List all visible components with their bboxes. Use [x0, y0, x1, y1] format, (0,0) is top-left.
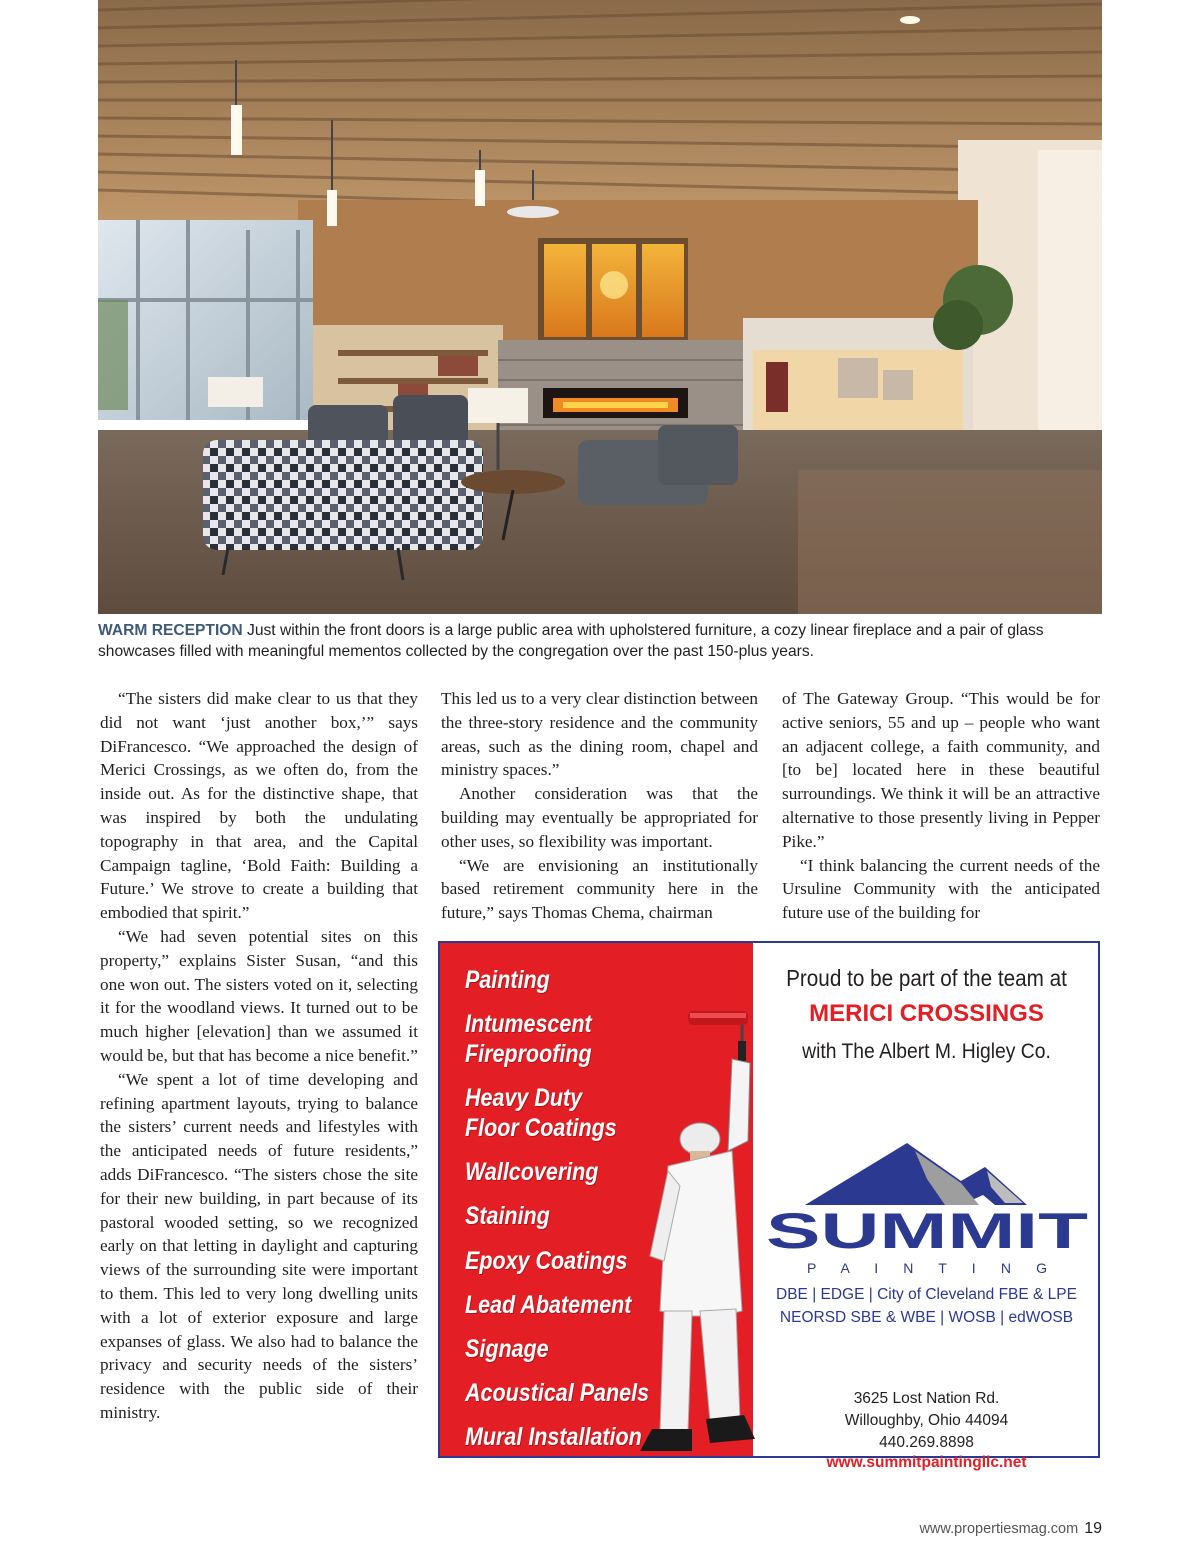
- address-city: Willoughby, Ohio 44094: [844, 1412, 1009, 1429]
- summit-logo: [765, 1143, 1090, 1278]
- reception-photo: [98, 0, 1102, 614]
- service-item: Fireproofing: [465, 1040, 592, 1068]
- website-link[interactable]: www.summitpaintingllc.net: [826, 1454, 1027, 1471]
- article-column-3: [782, 687, 1100, 925]
- service-item: Acoustical Panels: [465, 1379, 650, 1407]
- certifications-line-1: DBE | EDGE | City of Cleveland FBE & LPE: [776, 1286, 1077, 1303]
- service-item: Heavy Duty: [465, 1084, 583, 1112]
- paragraph: This led us to a very clear distinction between the three-story residence and the community areas, such as the dining room, chapel and ministry spaces.”: [441, 689, 758, 780]
- paragraph: of The Gateway Group. “This would be for active seniors, 55 and up – people who want an adjacent college, a faith community, and [to be] located here in these beautiful surroundings. We think it will be an attractive alternative to those presently living in Pepper Pike.”: [782, 689, 1100, 851]
- service-item: Wallcovering: [465, 1158, 599, 1186]
- ad-info-panel: [755, 943, 1098, 1471]
- paragraph: “I think balancing the current needs of the Ursuline Community with the anticipated future use of the building for: [782, 855, 1100, 923]
- service-item: Mural Installation: [465, 1423, 642, 1451]
- service-item: Staining: [465, 1202, 550, 1230]
- page-footer: [919, 1520, 1102, 1538]
- summit-painting-ad: [438, 941, 1100, 1471]
- services-panel: [440, 943, 753, 1456]
- service-item: Intumescent: [465, 1010, 592, 1038]
- service-item: Lead Abatement: [465, 1291, 632, 1319]
- ad-partner: with The Albert M. Higley Co.: [802, 1040, 1051, 1063]
- footer-site: www.propertiesmag.com: [919, 1521, 1079, 1537]
- address-street: 3625 Lost Nation Rd.: [853, 1390, 1000, 1407]
- paragraph: “We spent a lot of time developing and refining apartment layouts, trying to balance the sisters’ current needs and lifestyles with the anticipated needs of future residents,” adds DiFrancesco. “The sisters chose the site for their new building, in part because of its pastoral wooded setting, so we recognized early on that letting in daylight and capturing views of the surrounding site were important to them. This led to very long dwelling units with a lot of exterior exposure and large expanses of glass. We also had to balance the privacy and security needs of the sisters’ residence with the public side of their ministry.: [100, 1069, 418, 1422]
- photo-caption: [98, 620, 1102, 662]
- article-column-1: [100, 687, 418, 1425]
- logo-subtitle: P A I N T I N G: [807, 1260, 1047, 1276]
- service-item: Signage: [465, 1335, 549, 1363]
- service-item: Epoxy Coatings: [465, 1247, 628, 1275]
- paragraph: “The sisters did make clear to us that they did not want ‘just another box,’” says DiFrancesco. “We approached the design of Merici Crossings, as we often do, from the inside out. As for the distinctive shape, that was inspired by both the undulating topography in that area, and the Capital Campaign tagline, ‘Bold Faith: Building a Future.’ We strove to create a building that embodied that spirit.”: [100, 689, 418, 923]
- paragraph: Another consideration was that the building may eventually be appropriated for other uses, so flexibility was important.: [441, 784, 758, 851]
- caption-lead: WARM RECEPTION: [98, 622, 243, 639]
- certifications-line-2: NEORSD SBE & WBE | WOSB | edWOSB: [779, 1309, 1074, 1326]
- paragraph: “We had seven potential sites on this property,” explains Sister Susan, “and this one won out. The sisters voted on it, selecting it for the woodland views. It turned out to be much higher [elevation] than we assumed it would be, but that has become a nice benefit.”: [100, 926, 418, 1065]
- painter-illustration: [620, 1011, 755, 1456]
- service-item: Floor Coatings: [465, 1114, 617, 1142]
- ad-project-name: MERICI CROSSINGS: [809, 1000, 1044, 1027]
- paragraph: “We are envisioning an institutionally based retirement community here in the future,” says Thomas Chema, chairman: [441, 855, 758, 923]
- logo-wordmark: SUMMIT: [766, 1203, 1088, 1259]
- caption-text: Just within the front doors is a large public area with upholstered furniture, a cozy linear fireplace and a pair of glass showcases filled with meaningful mementos collected by the congregation over the past 150-plus years.: [98, 622, 1044, 660]
- page-number: 19: [1084, 1520, 1102, 1537]
- phone-number: 440.269.8898: [879, 1434, 974, 1451]
- article-column-2: [441, 687, 758, 925]
- service-item: Painting: [465, 966, 550, 994]
- ad-tagline: Proud to be part of the team at: [786, 965, 1067, 991]
